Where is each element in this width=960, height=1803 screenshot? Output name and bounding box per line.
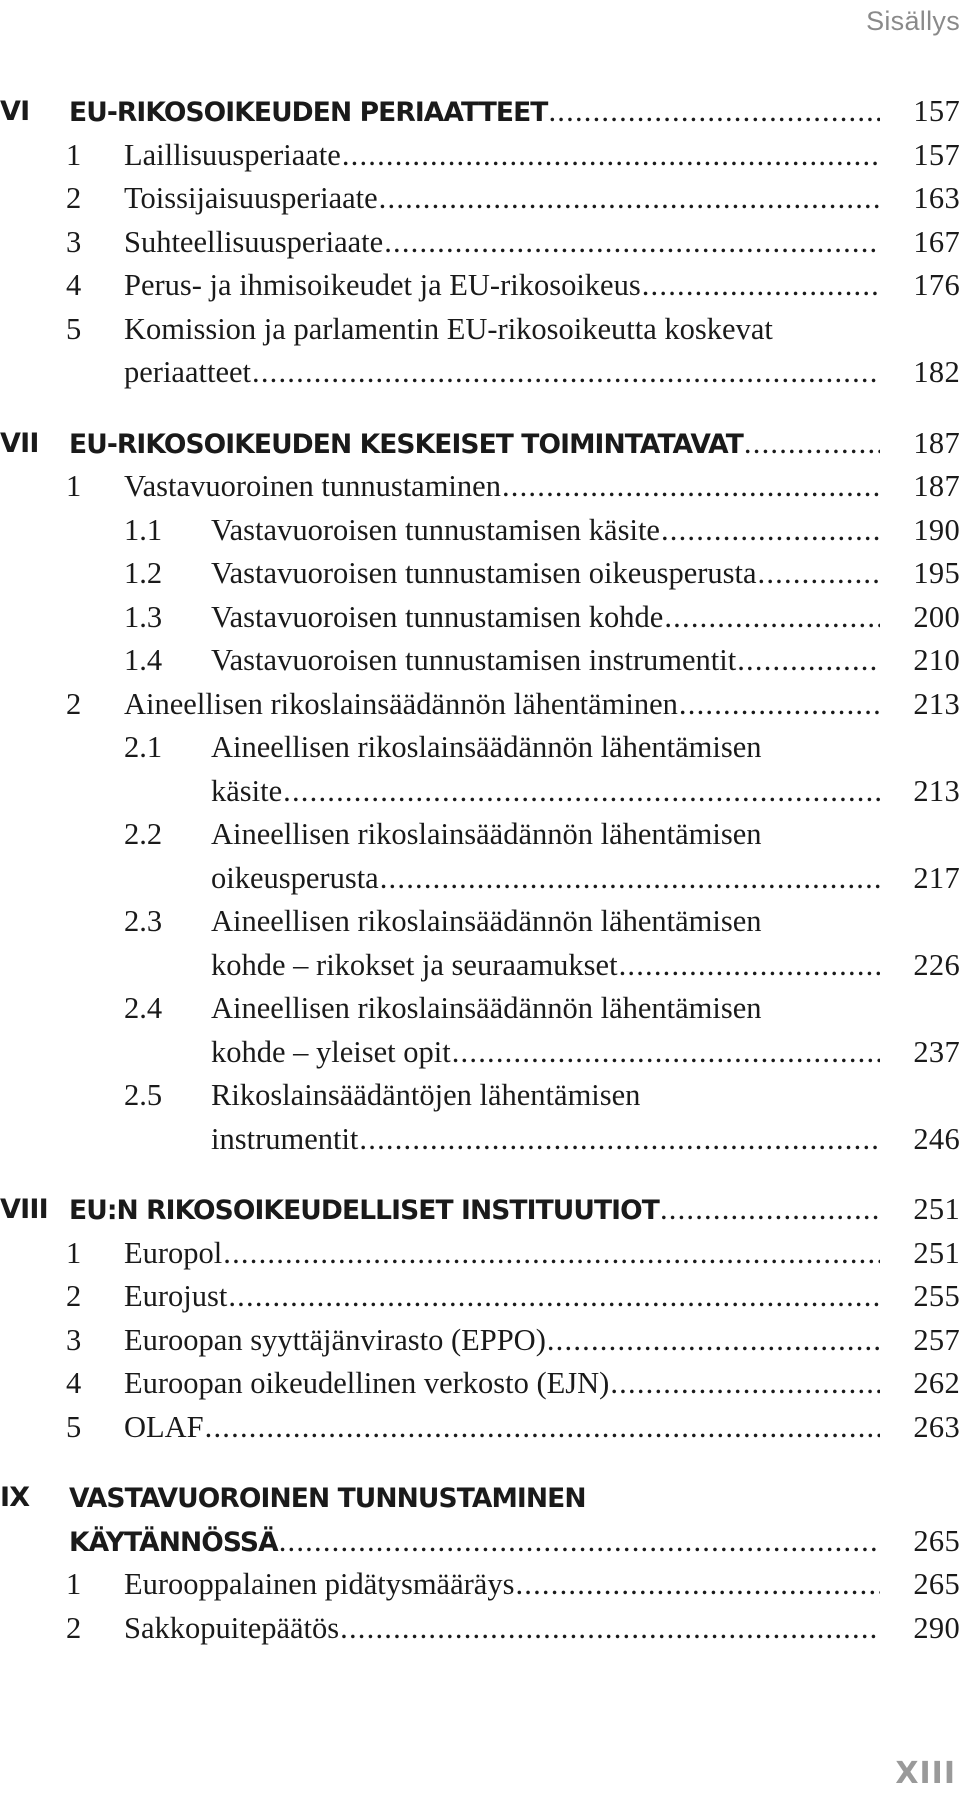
page-ref: 251 [913, 1192, 960, 1226]
page-ref: 187 [913, 469, 960, 503]
toc-entry-row [0, 1607, 960, 1651]
toc-entry-row [0, 944, 960, 988]
entry-number: 4 [66, 268, 82, 302]
entry-line [211, 552, 880, 596]
dot-leader [279, 1520, 880, 1564]
dot-leader [515, 1563, 880, 1607]
entry-title: Aineellisen rikoslainsäädännön lähentämisen [211, 904, 762, 938]
page-ref: 265 [913, 1567, 960, 1601]
toc-entry-row [0, 1232, 960, 1276]
dot-leader [223, 1232, 880, 1276]
toc-entry-row [0, 596, 960, 640]
entry-number: 3 [66, 224, 82, 259]
entry-line [211, 944, 880, 988]
toc-entry-row [0, 1406, 960, 1450]
entry-line [124, 465, 880, 509]
entry-number: 2 [66, 1279, 82, 1313]
entry-number: 2.1 [124, 730, 163, 764]
entry-title: Perus- ja ihmisoikeudet ja EU-rikosoikeus [124, 268, 641, 302]
dot-leader [758, 552, 880, 596]
dot-leader [340, 1607, 880, 1651]
toc-entry-row [0, 465, 960, 509]
entry-title: periaatteet [124, 355, 251, 389]
toc-entry-row [0, 552, 960, 596]
page-ref: 257 [913, 1322, 960, 1357]
page-ref: 290 [913, 1610, 960, 1645]
entry-number: 4 [66, 1366, 82, 1400]
page-ref: 200 [913, 599, 960, 634]
entry-line [211, 857, 880, 901]
page-number: XIII [895, 1756, 956, 1791]
entry-title: Aineellisen rikoslainsäädännön lähentämisen [211, 730, 762, 764]
page-ref: 157 [913, 137, 960, 172]
entry-title: Vastavuoroisen tunnustamisen oikeusperusta [211, 556, 757, 590]
entry-number: 2.2 [124, 817, 163, 851]
entry-line [124, 177, 880, 221]
page-ref: 226 [913, 947, 960, 982]
entry-title: Suhteellisuusperiaate [124, 224, 384, 259]
toc-entry-row [0, 1031, 960, 1075]
part-roman-numeral: VI [0, 96, 30, 127]
page-ref: 210 [913, 643, 960, 677]
page-ref: 263 [913, 1409, 960, 1444]
entry-number: 1 [66, 1235, 82, 1270]
toc-entry-row [0, 264, 960, 308]
entry-line [124, 221, 880, 265]
part-roman-numeral: VII [0, 427, 39, 459]
toc-entry-row [0, 639, 960, 683]
part-roman-numeral: IX [0, 1482, 30, 1513]
toc-entry-row [0, 813, 960, 857]
entry-number: 5 [66, 311, 82, 346]
page-ref: 195 [913, 556, 960, 590]
entry-line [124, 1563, 880, 1607]
entry-number: 1.4 [124, 643, 163, 677]
part-title: EU:N RIKOSOIKEUDELLISET INSTITUUTIOT [69, 1195, 659, 1226]
toc-part [0, 422, 960, 1162]
entry-title: oikeusperusta [211, 860, 379, 895]
table-of-contents [0, 90, 960, 1677]
page-ref: 187 [913, 425, 960, 460]
entry-number: 2.4 [124, 991, 163, 1025]
toc-entry-row [0, 1563, 960, 1607]
page-ref: 251 [913, 1235, 960, 1270]
dot-leader [380, 857, 880, 901]
entry-title: Komission ja parlamentin EU-rikosoikeutta koskevat [124, 311, 773, 346]
entry-title: Sakkopuitepäätös [124, 1610, 340, 1645]
dot-leader [379, 177, 880, 221]
dot-leader [610, 1362, 880, 1406]
part-heading-row [0, 1476, 960, 1520]
toc-entry-row [0, 1275, 960, 1319]
entry-line [211, 596, 880, 640]
entry-number: 1.2 [124, 556, 163, 590]
entry-title: Aineellisen rikoslainsäädännön lähentämisen [211, 991, 762, 1025]
toc-entry-row [0, 221, 960, 265]
page-ref: 176 [913, 268, 960, 302]
entry-title: kohde – rikokset ja seuraamukset [211, 947, 618, 982]
dot-leader [548, 90, 880, 134]
entry-line [124, 264, 880, 308]
entry-number: 1 [66, 469, 82, 503]
entry-number: 2 [66, 181, 82, 215]
toc-entry-row [0, 987, 960, 1031]
dot-leader [283, 770, 880, 814]
entry-number: 2.5 [124, 1078, 163, 1112]
entry-line [124, 1319, 880, 1363]
toc-entry-row [0, 308, 960, 352]
dot-leader [737, 639, 880, 683]
entry-number: 1 [66, 1567, 82, 1601]
entry-line [211, 1118, 880, 1162]
toc-entry-row [0, 1074, 960, 1118]
entry-title: käsite [211, 773, 283, 808]
entry-title: Laillisuusperiaate [124, 137, 341, 172]
entry-line [211, 987, 880, 1031]
toc-entry-row [0, 1319, 960, 1363]
part-title: EU-RIKOSOIKEUDEN PERIAATTEET [69, 97, 548, 128]
entry-title: Toissijaisuusperiaate [124, 181, 378, 215]
entry-title: kohde – yleiset opit [211, 1034, 451, 1069]
dot-leader [619, 944, 880, 988]
dot-leader [502, 465, 880, 509]
page-ref: 246 [913, 1121, 960, 1156]
entry-line [211, 726, 880, 770]
entry-line [69, 1520, 880, 1565]
part-heading-row [0, 1188, 960, 1232]
page-ref: 255 [913, 1279, 960, 1313]
entry-line [211, 1074, 880, 1118]
dot-leader [547, 1319, 880, 1363]
entry-title: Aineellisen rikoslainsäädännön lähentäminen [124, 686, 678, 721]
page-ref: 237 [913, 1034, 960, 1069]
page-ref: 167 [913, 224, 960, 259]
entry-line [124, 1362, 880, 1406]
toc-entry-row [0, 770, 960, 814]
entry-title: Eurooppalainen pidätysmääräys [124, 1567, 515, 1601]
entry-line [211, 770, 880, 814]
entry-line [211, 813, 880, 857]
entry-title: Vastavuoroisen tunnustamisen käsite [211, 512, 660, 547]
toc-entry-row [0, 900, 960, 944]
toc-part [0, 1476, 960, 1650]
entry-title: OLAF [124, 1409, 204, 1444]
dot-leader [205, 1406, 880, 1450]
entry-title: Eurojust [124, 1279, 228, 1313]
entry-line [69, 90, 880, 135]
entry-line [124, 1607, 880, 1651]
page-ref: 217 [913, 860, 960, 895]
toc-entry-row [0, 1362, 960, 1406]
entry-title: Vastavuoroisen tunnustamisen kohde [211, 599, 664, 634]
entry-line [211, 639, 880, 683]
dot-leader [642, 264, 880, 308]
dot-leader [664, 596, 880, 640]
dot-leader [660, 1188, 880, 1232]
part-heading-row [0, 422, 960, 466]
toc-entry-row [0, 857, 960, 901]
toc-entry-row [0, 1118, 960, 1162]
entry-line [124, 1406, 880, 1450]
toc-part [0, 1188, 960, 1449]
dot-leader [452, 1031, 880, 1075]
entry-line [69, 422, 880, 467]
entry-number: 1.3 [124, 599, 163, 634]
part-title: EU-RIKOSOIKEUDEN KESKEISET TOIMINTATAVAT [69, 428, 743, 460]
dot-leader [342, 134, 880, 178]
entry-line [211, 900, 880, 944]
toc-entry-row [0, 134, 960, 178]
dot-leader [384, 221, 880, 265]
dot-leader [744, 422, 880, 466]
toc-part [0, 90, 960, 395]
page-ref: 213 [913, 686, 960, 721]
dot-leader [359, 1118, 880, 1162]
page-ref: 265 [913, 1523, 960, 1558]
toc-entry-row [0, 351, 960, 395]
page-ref: 157 [913, 94, 960, 128]
entry-line [124, 1275, 880, 1319]
toc-entry-row [0, 177, 960, 221]
part-title: KÄYTÄNNÖSSÄ [69, 1526, 278, 1558]
entry-line [69, 1188, 880, 1233]
page-ref: 182 [913, 355, 960, 389]
toc-entry-row [0, 509, 960, 553]
page-ref: 262 [913, 1366, 960, 1400]
entry-line [69, 1476, 880, 1521]
entry-title: Vastavuoroisen tunnustamisen instrumentit [211, 643, 737, 677]
dot-leader [228, 1275, 880, 1319]
entry-title: Rikoslainsäädäntöjen lähentämisen [211, 1078, 641, 1112]
entry-number: 2.3 [124, 904, 163, 938]
part-roman-numeral: VIII [0, 1194, 48, 1225]
toc-entry-row [0, 726, 960, 770]
entry-title: Euroopan syyttäjänvirasto (EPPO) [124, 1322, 546, 1357]
entry-line [124, 134, 880, 178]
dot-leader [679, 683, 880, 727]
entry-line [211, 1031, 880, 1075]
entry-number: 2 [66, 686, 82, 721]
page-ref: 163 [913, 181, 960, 215]
toc-entry-row [0, 683, 960, 727]
entry-title: Vastavuoroinen tunnustaminen [124, 469, 501, 503]
dot-leader [661, 509, 880, 553]
dot-leader [252, 351, 880, 395]
entry-number: 1.1 [124, 512, 163, 547]
running-head: Sisällys [866, 6, 960, 36]
entry-title: Euroopan oikeudellinen verkosto (EJN) [124, 1366, 610, 1400]
entry-title: Aineellisen rikoslainsäädännön lähentämisen [211, 817, 762, 851]
entry-title: instrumentit [211, 1121, 359, 1156]
entry-line [124, 308, 880, 352]
entry-title: Europol [124, 1235, 223, 1270]
part-title: VASTAVUOROINEN TUNNUSTAMINEN [69, 1483, 586, 1514]
part-heading-row [0, 1520, 960, 1564]
page-ref: 190 [913, 512, 960, 547]
entry-line [124, 351, 880, 395]
part-heading-row [0, 90, 960, 134]
entry-number: 3 [66, 1322, 82, 1357]
entry-line [124, 1232, 880, 1276]
entry-number: 5 [66, 1409, 82, 1444]
page-ref: 213 [913, 773, 960, 808]
entry-number: 1 [66, 137, 82, 172]
entry-number: 2 [66, 1610, 82, 1645]
entry-line [124, 683, 880, 727]
entry-line [211, 509, 880, 553]
